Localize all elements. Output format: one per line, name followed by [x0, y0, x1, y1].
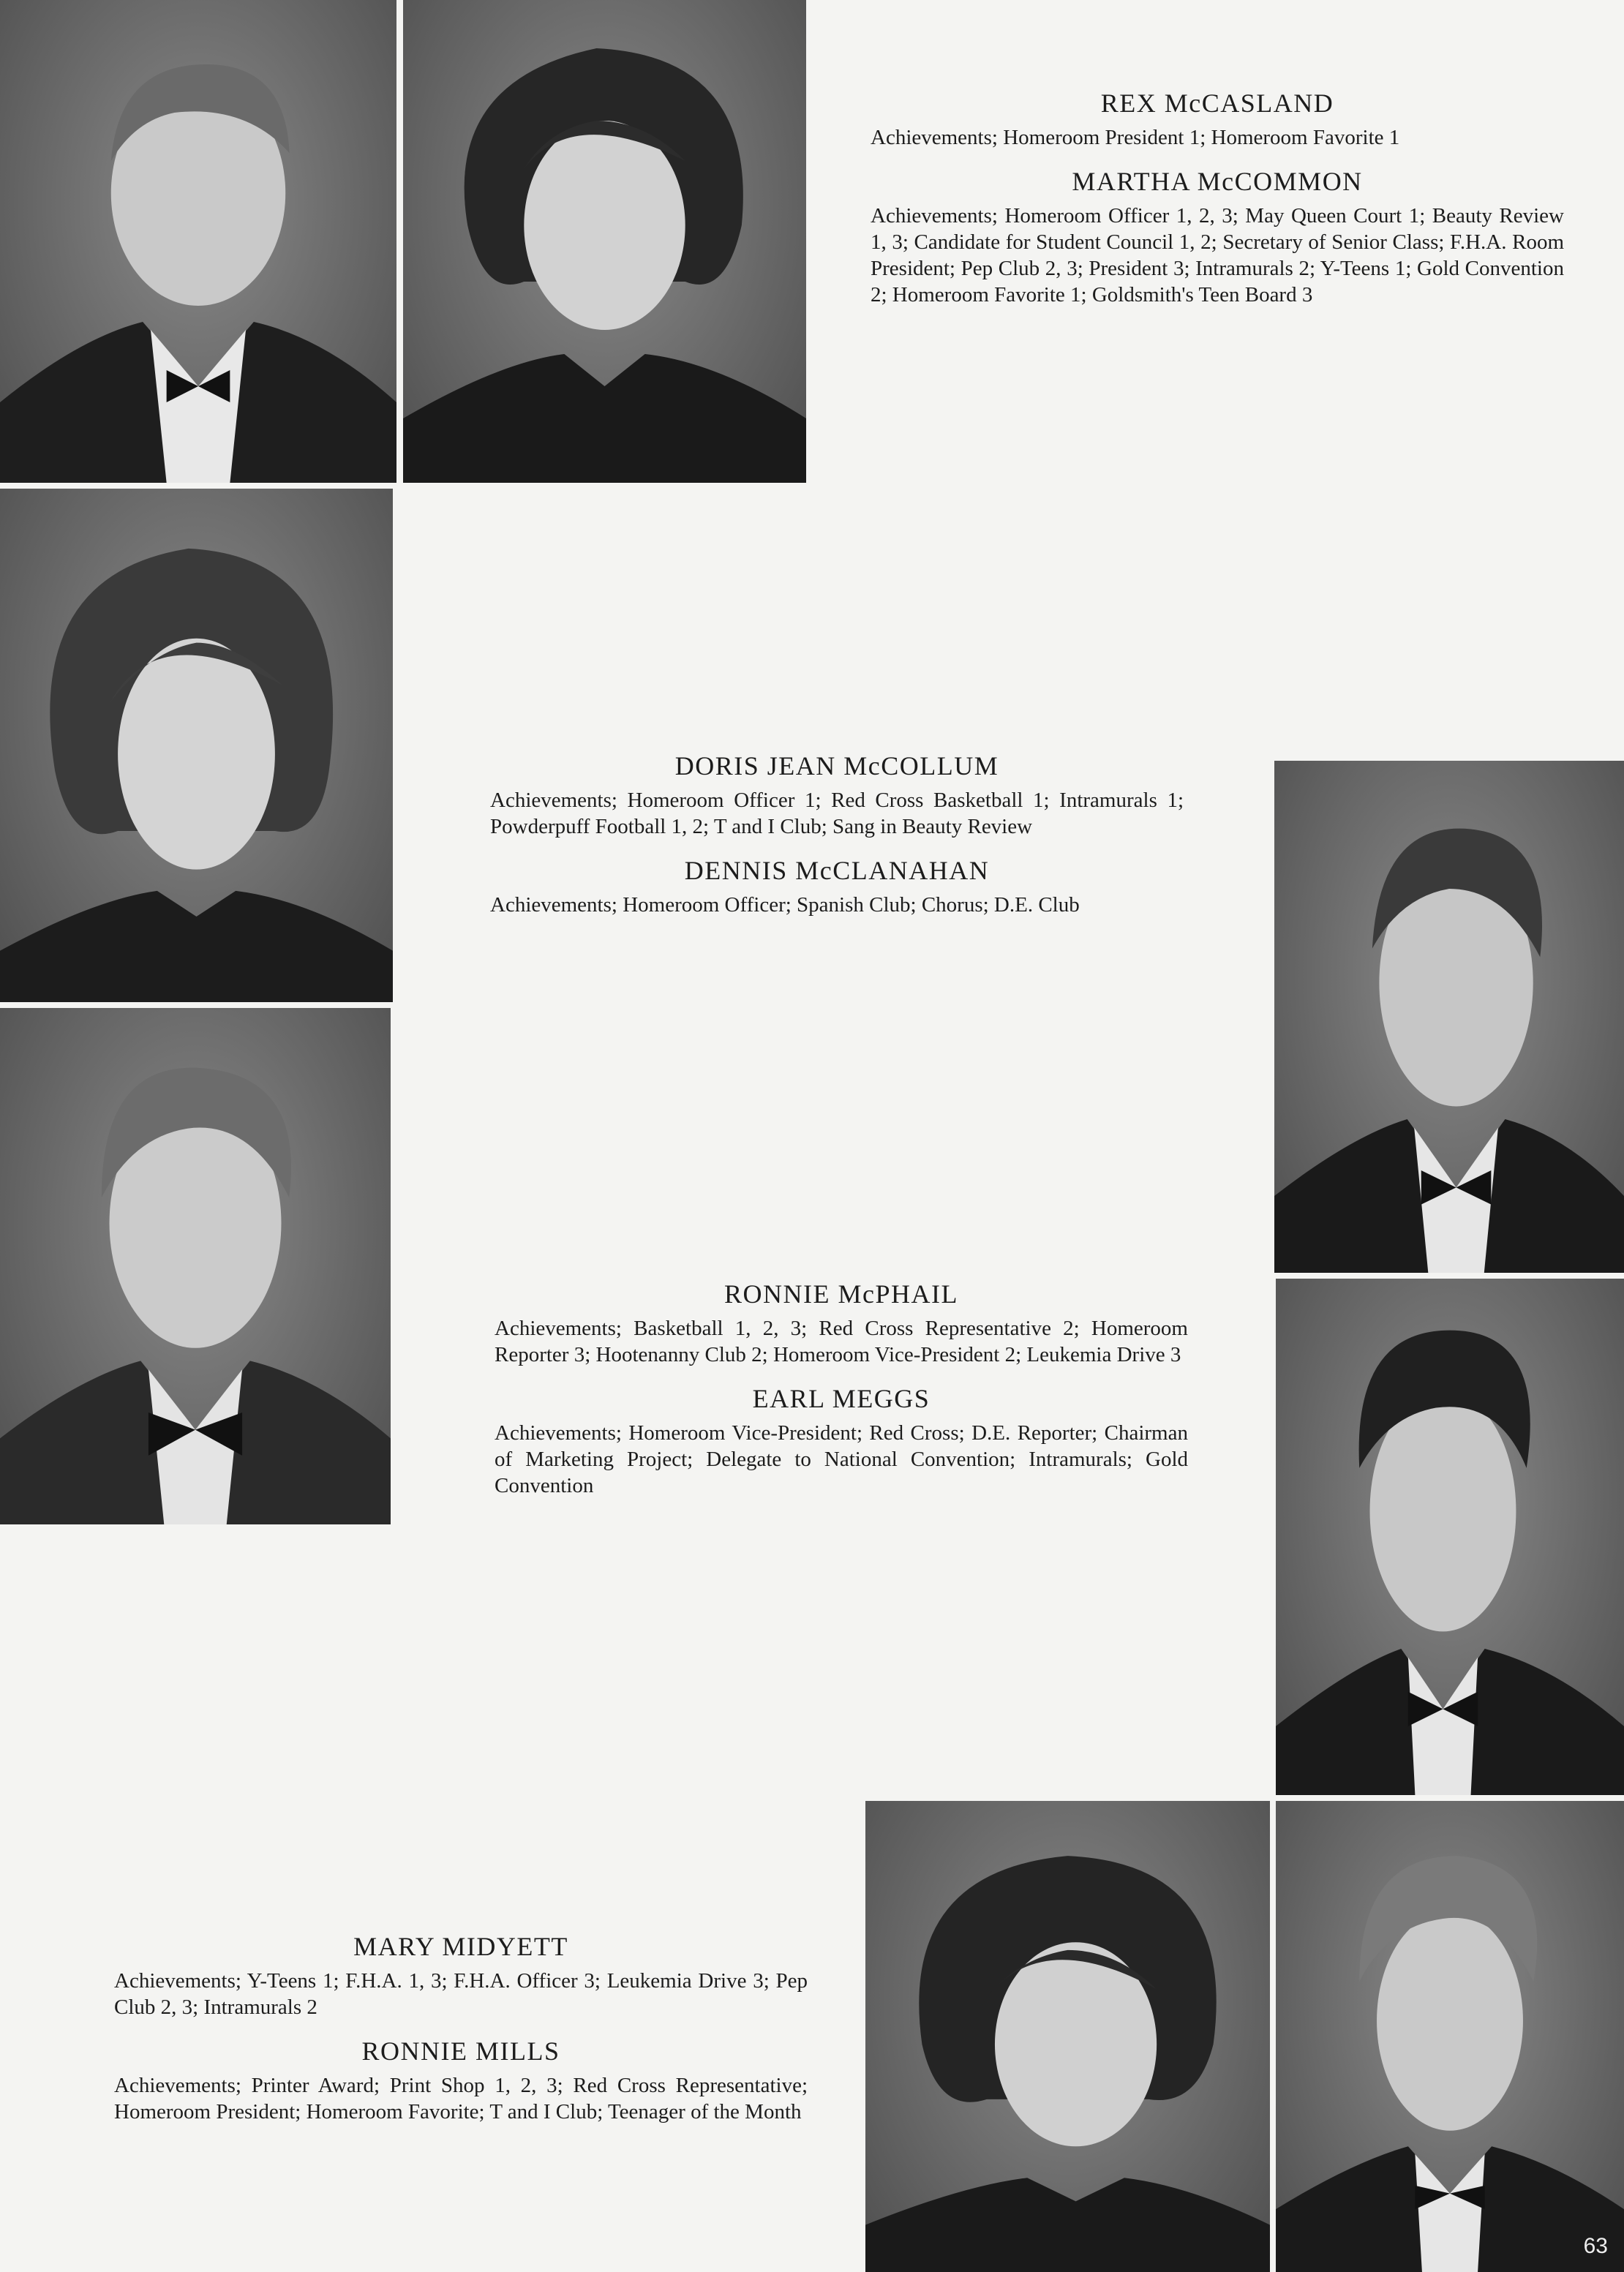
- student-achievements: Achievements; Basketball 1, 2, 3; Red Cross Representative 2; Homeroom Reporter 3; Hootenanny Club 2; Homeroom Vice-President 2; Leukemia Drive 3: [495, 1317, 1188, 1367]
- page-number: 63: [1583, 2234, 1608, 2258]
- student-entry-rex-and-martha: [871, 88, 1564, 323]
- student-name: DORIS JEAN McCOLLUM: [674, 751, 999, 780]
- portrait-photo-ronnie-mills: [1276, 1801, 1624, 2272]
- student-name: REX McCASLAND: [1100, 89, 1334, 118]
- student-name: DENNIS McCLANAHAN: [684, 856, 990, 886]
- portrait-photo-earl-meggs: [1276, 1279, 1624, 1795]
- student-name: EARL MEGGS: [752, 1384, 931, 1414]
- student-achievements: Achievements; Homeroom President 1; Homeroom Favorite 1: [871, 126, 1400, 150]
- portrait-photo-martha-mccommon: [403, 0, 806, 483]
- portrait-photo-dennis-mcclanahan: [1274, 761, 1624, 1273]
- student-achievements: Achievements; Homeroom Officer 1; Red Cross Basketball 1; Intramurals 1; Powderpuff Football 1, 2; T and I Club; Sang in Beauty Review: [490, 789, 1184, 839]
- portrait-photo-rex-mccasland: [0, 0, 396, 483]
- student-achievements: Achievements; Y-Teens 1; F.H.A. 1, 3; F.H.A. Officer 3; Leukemia Drive 3; Pep Club 2, 3; Intramurals 2: [114, 1969, 808, 2020]
- student-achievements: Achievements; Homeroom Vice-President; Red Cross; D.E. Reporter; Chairman of Marketing Project; Delegate to National Convention; Intramurals; Gold Convention: [495, 1421, 1188, 1498]
- student-achievements: Achievements; Homeroom Officer 1, 2, 3; May Queen Court 1; Beauty Review 1, 3; Candidate for Student Council 1, 2; Secretary of Senior Class; F.H.A. Room President; Pep Club 2, 3; President 3; Intramurals 2; Y-Teens 1; Gold Convention 2; Homeroom Favorite 1; Goldsmith's Teen Board 3: [871, 204, 1564, 307]
- student-name: RONNIE MILLS: [361, 2036, 560, 2066]
- student-achievements: Achievements; Homeroom Officer; Spanish Club; Chorus; D.E. Club: [490, 893, 1080, 917]
- student-entry-mary-and-ronnie-mills: [114, 1931, 808, 2140]
- student-name: MARY MIDYETT: [353, 1932, 568, 1961]
- student-name: MARTHA McCOMMON: [1072, 167, 1363, 197]
- portrait-photo-doris-jean-mccollum: [0, 489, 393, 1002]
- portrait-photo-mary-midyett: [865, 1801, 1270, 2272]
- portrait-photo-ronnie-mcphail: [0, 1008, 391, 1524]
- student-entry-ronnie-and-earl: [495, 1279, 1188, 1514]
- student-achievements: Achievements; Printer Award; Print Shop 1, 2, 3; Red Cross Representative; Homeroom President; Homeroom Favorite; T and I Club; Teenager of the Month: [114, 2074, 808, 2124]
- student-name: RONNIE McPHAIL: [724, 1279, 958, 1309]
- student-entry-doris-and-dennis: [490, 751, 1184, 933]
